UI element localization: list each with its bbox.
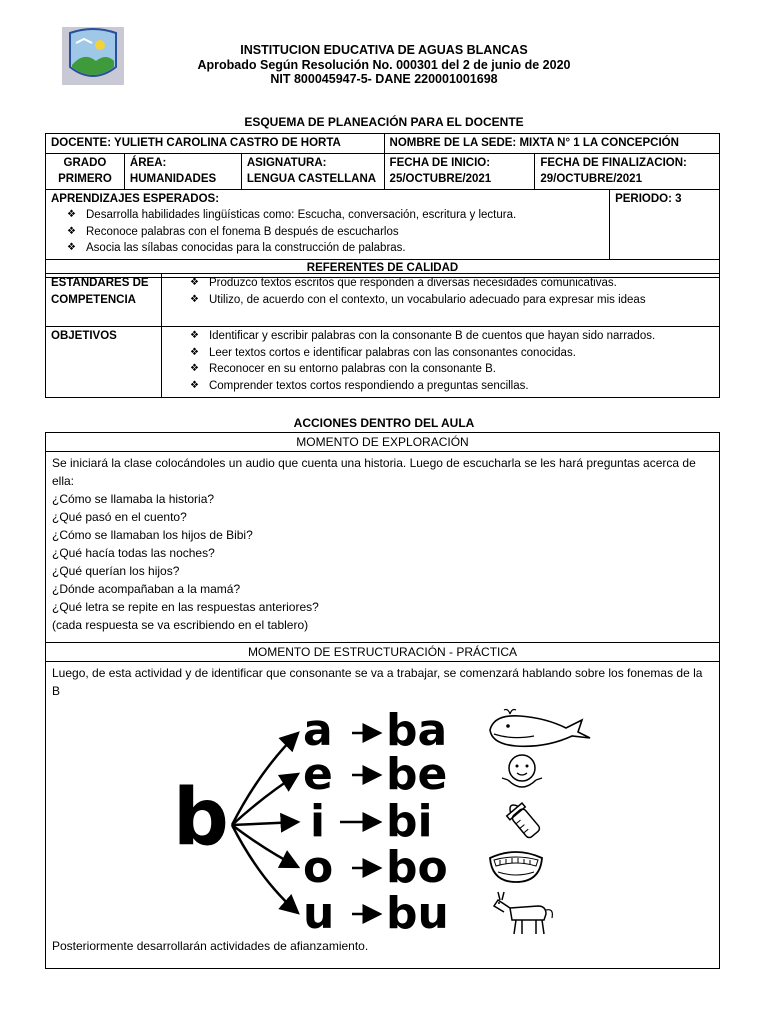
vowel-a: a: [303, 705, 333, 756]
inicio-cell: [384, 153, 535, 189]
consonant-b: b: [173, 773, 229, 863]
asignatura-label: ASIGNATURA:: [246, 156, 327, 169]
syllable-be: be: [386, 749, 448, 800]
arrow-i: [232, 822, 298, 825]
objetivos-label: OBJETIVOS: [46, 327, 162, 398]
exploracion-line: (cada respuesta se va escribiendo en el tablero): [52, 618, 309, 632]
syllable-bi: bi: [386, 796, 433, 847]
info-table: [45, 133, 720, 278]
exploracion-line: ¿Dónde acompañaban a la mamá?: [52, 582, 241, 596]
fin-cell: [535, 153, 720, 189]
arrow-u: [232, 825, 298, 913]
acciones-title: ACCIONES DENTRO DEL AULA: [293, 416, 475, 430]
estandar-item: ❖ Produzco textos escritos que responden a diversas necesidades comunicativas.: [188, 275, 714, 292]
exploracion-line: ¿Cómo se llamaba la historia?: [52, 492, 215, 506]
exploracion-line: ¿Qué pasó en el cuento?: [52, 510, 187, 524]
aprendizajes-cell: [46, 189, 610, 259]
sede: NOMBRE DE LA SEDE: MIXTA N° 1 LA CONCEPCIÓN: [384, 134, 719, 154]
objetivo-item: ❖ Comprender textos cortos respondiendo a preguntas sencillas.: [188, 378, 714, 395]
syllable-bu: bu: [386, 888, 449, 939]
objetivo-item: ❖ Leer textos cortos e identificar palabras con las consonantes conocidas.: [188, 345, 714, 362]
syllable-bo: bo: [386, 842, 448, 893]
area-label: ÁREA:: [129, 156, 167, 169]
exploracion-line: ¿Cómo se llamaban los hijos de Bibi?: [52, 528, 253, 542]
exploracion-title: MOMENTO DE EXPLORACIÓN: [46, 433, 719, 452]
school-name: INSTITUCION EDUCATIVA DE AGUAS BLANCAS: [240, 43, 528, 57]
aprendizaje-item: ❖ Asocia las sílabas conocidas para la construcción de palabras.: [65, 240, 604, 257]
aprendizajes-label: APRENDIZAJES ESPERADOS:: [51, 192, 220, 205]
exploracion-section: [45, 432, 720, 643]
estructuracion-closing: Posteriormente desarrollarán actividades de afianzamiento.: [52, 939, 369, 953]
vowel-o: o: [303, 842, 334, 893]
mouth-icon: [488, 848, 544, 884]
school-logo: [62, 27, 124, 85]
bottle-icon: [502, 800, 546, 842]
fin-value: 29/OCTUBRE/2021: [540, 173, 642, 185]
objetivo-item: ❖ Reconocer en su entorno palabras con la consonante B.: [188, 361, 714, 378]
referentes-title: REFERENTES DE CALIDAD: [46, 259, 720, 277]
grado-value: PRIMERO: [58, 173, 112, 185]
aprendizaje-item: ❖ Desarrolla habilidades lingüísticas como: Escucha, conversación, escritura y lectura.: [65, 207, 604, 224]
docente: DOCENTE: YULIETH CAROLINA CASTRO DE HORTA: [46, 134, 385, 154]
arrow-o: [232, 825, 298, 867]
fin-label: FECHA DE FINALIZACION:: [540, 156, 687, 169]
area-cell: [124, 153, 241, 189]
donkey-icon: [490, 890, 556, 936]
nit-dane: NIT 800045947-5- DANE 220001001698: [270, 72, 498, 86]
inicio-value: 25/OCTUBRE/2021: [389, 173, 492, 185]
inicio-label: FECHA DE INICIO:: [389, 156, 491, 169]
asignatura-value: LENGUA CASTELLANA: [246, 173, 377, 185]
objetivo-item: ❖ Identificar y escribir palabras con la consonante B de cuentos que hayan sido narrados.: [188, 328, 714, 345]
resolution: Aprobado Según Resolución No. 000301 del 2 de junio de 2020: [197, 57, 571, 72]
phonics-arrows: [230, 700, 500, 940]
aprendizaje-item: ❖ Reconoce palabras con el fonema B después de escucharlos: [65, 224, 604, 241]
vowel-e: e: [303, 749, 333, 800]
syllable-ba: ba: [386, 705, 448, 756]
vowel-i: i: [310, 796, 326, 847]
exploracion-line: Se iniciará la clase colocándoles un audio que cuenta una historia. Luego de escucharla se les hará preguntas acerca de ella:: [52, 456, 696, 488]
baby-icon: [500, 752, 546, 792]
vowel-u: u: [303, 888, 335, 939]
estandar-item: ❖ Utilizo, de acuerdo con el contexto, un vocabulario adecuado para expresar mis ideas: [188, 292, 714, 309]
arrow-e: [232, 774, 298, 825]
grado-cell: [46, 153, 125, 189]
exploracion-line: ¿Qué letra se repite en las respuestas anteriores?: [52, 600, 319, 614]
periodo: PERIODO: 3: [610, 189, 720, 259]
asignatura-cell: [241, 153, 384, 189]
exploracion-line: ¿Qué querían los hijos?: [52, 564, 180, 578]
area-value: HUMANIDADES: [129, 173, 217, 185]
exploracion-line: ¿Qué hacía todas las noches?: [52, 546, 215, 560]
estructuracion-title: MOMENTO DE ESTRUCTURACIÓN - PRÁCTICA: [46, 643, 719, 662]
document-title: ESQUEMA DE PLANEACIÓN PARA EL DOCENTE: [244, 115, 524, 129]
grado-label: GRADO: [63, 156, 107, 169]
estandares-label: ESTANDARES DE COMPETENCIA: [46, 274, 162, 327]
referentes-table: [45, 273, 720, 398]
estructuracion-intro: Luego, de esta actividad y de identificar que consonante se va a trabajar, se comenzará hablando sobre los fonemas de la B: [52, 666, 703, 698]
whale-icon: [486, 708, 596, 750]
